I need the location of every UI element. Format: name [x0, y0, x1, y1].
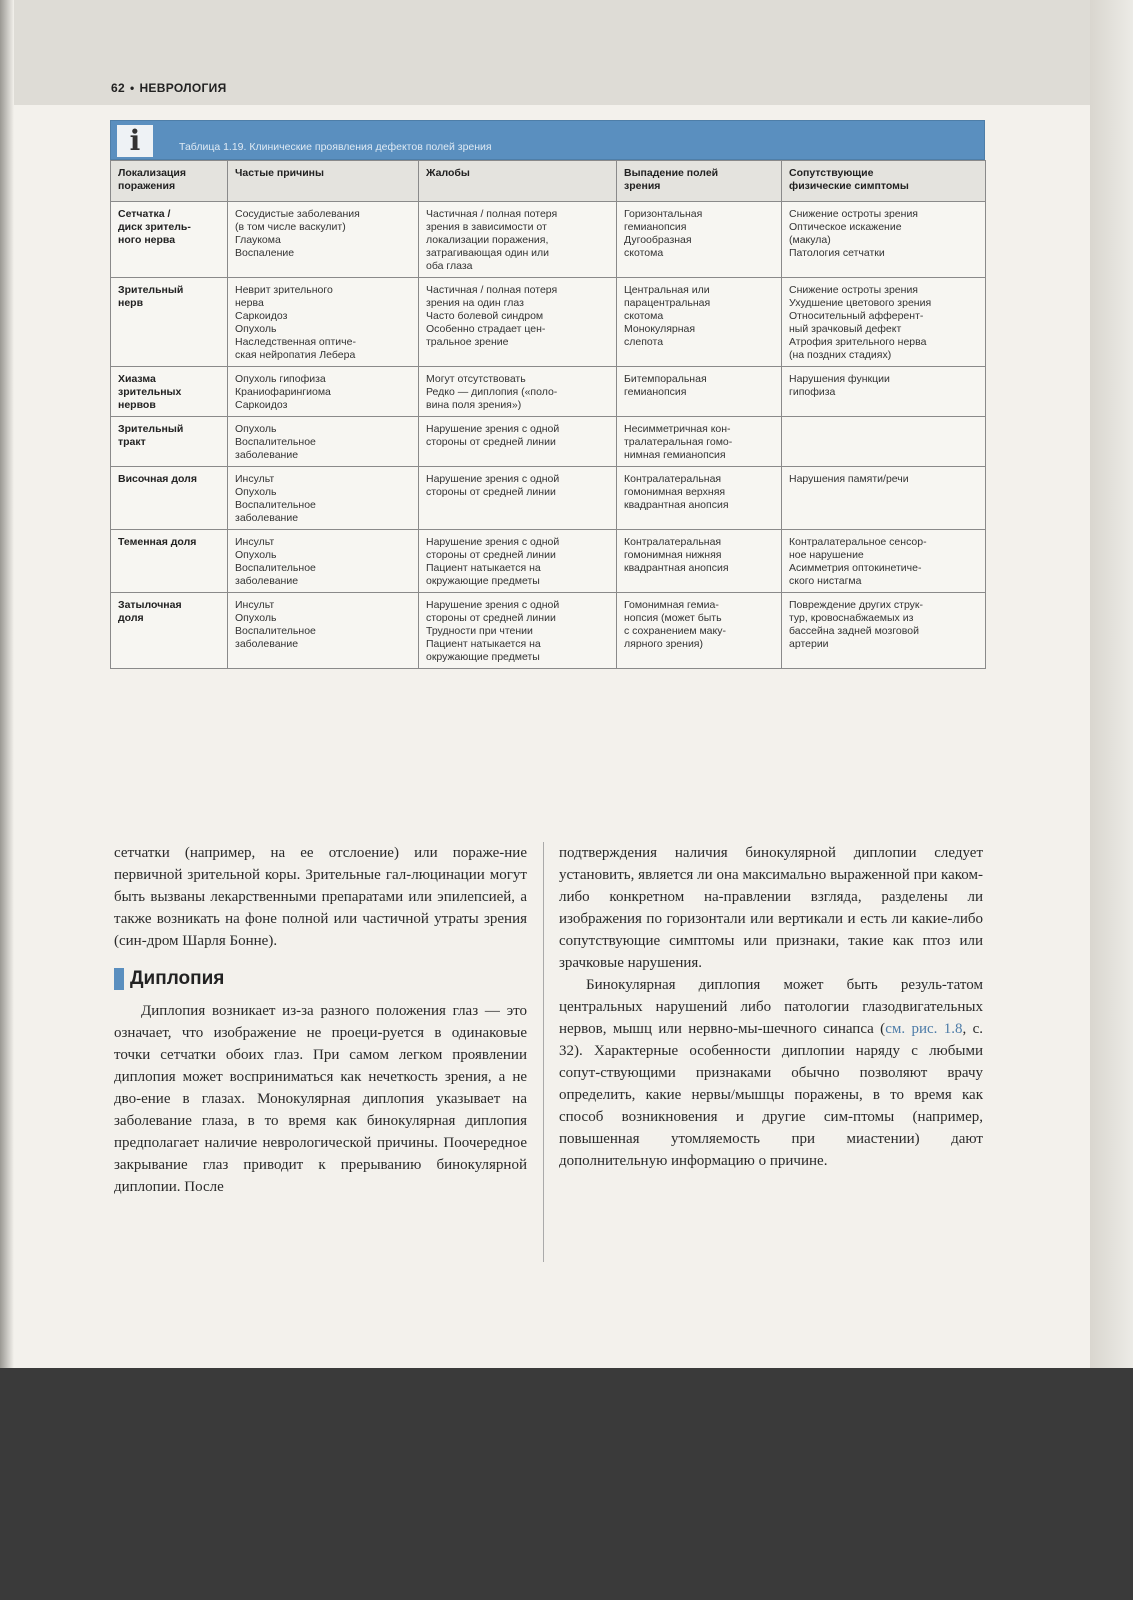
figure-reference-link[interactable]: см. рис. 1.8: [885, 1021, 963, 1037]
cell-line: стороны от средней линии: [426, 486, 556, 498]
cell-line: бассейна задней мозговой: [789, 625, 919, 637]
cell-complaints: [419, 530, 617, 593]
left-paragraph-2: Диплопия возникает из-за разного положения глаз — это означает, что изображение не проеци-руется в одинаковые точки сетчатки обоих глаз. При самом легком проявлении диплопия может восприниматься как нечеткость зрения, а не дво-ение в глазах. Монокулярная диплопия указывает на заболевание глаза, в то время как бинокулярная диплопия предполагает наличие неврологической причины. Поочередное закрывание глаз приводит к прерыванию бинокулярной диплопии. После: [114, 1003, 527, 1195]
table-body: [111, 202, 986, 669]
cell-line: Воспалительное: [235, 499, 316, 511]
cell-line: Глаукома: [235, 234, 281, 246]
cell-line: гемианопсия: [624, 221, 687, 233]
cell-line: Зрительный: [118, 423, 184, 435]
cell-symptoms: [782, 530, 986, 593]
table-row: [111, 417, 986, 467]
cell-line: Височная доля: [118, 473, 197, 485]
column-header-line: поражения: [118, 180, 176, 192]
section-title: Диплопия: [130, 968, 225, 989]
right-paragraph-2-part-b: , с. 32). Характерные особенности диплопии наряду с любыми сопут-ствующими признаками обычно позволяют врачу определить, какие нервы/мышцы поражены, в то время как способ возникновения и другие сим-птомы (например, повышенная утомляемость при миастении) дают дополнительную информацию о причине.: [559, 1021, 983, 1169]
cell-line: нопсия (может быть: [624, 612, 722, 624]
cell-causes: [228, 467, 419, 530]
column-header-line: физические симптомы: [789, 180, 909, 192]
cell-line: нерва: [235, 297, 264, 309]
table-header-row: [111, 161, 986, 202]
cell-line: Относительный афферент-: [789, 310, 924, 322]
cell-complaints: [419, 367, 617, 417]
cell-line: заболевание: [235, 575, 299, 587]
cell-complaints: [419, 467, 617, 530]
cell-line: Опухоль: [235, 423, 277, 435]
cell-location: [111, 278, 228, 367]
cell-line: Наследственная оптиче-: [235, 336, 356, 348]
cell-line: артерии: [789, 638, 829, 650]
cell-line: (макула): [789, 234, 831, 246]
cell-line: окружающие предметы: [426, 651, 540, 663]
cell-line: стороны от средней линии: [426, 549, 556, 561]
cell-line: ская нейропатия Лебера: [235, 349, 356, 361]
section-marker: [114, 968, 124, 990]
cell-line: (в том числе васкулит): [235, 221, 346, 233]
page-right-edge: [1090, 0, 1133, 1368]
cell-causes: [228, 202, 419, 278]
cell-line: Несимметричная кон-: [624, 423, 731, 435]
cell-symptoms: [782, 367, 986, 417]
cell-line: Монокулярная: [624, 323, 696, 335]
cell-line: Повреждение других струк-: [789, 599, 924, 611]
right-paragraph-1: подтверждения наличия бинокулярной диплопии следует установить, является ли она максимально выраженной при каком-либо конкретном на-правлении взгляда, разделены ли изображения по горизонтали или вертикали и есть ли какие-либо сопутствующие симптомы или признаки, такие как птоз или зрачковые нарушения.: [559, 845, 983, 971]
cell-line: Контралатеральная: [624, 473, 722, 485]
page-fold-shadow: [0, 0, 14, 1368]
table-caption-bar: [110, 120, 985, 160]
cell-line: Пациент натыкается на: [426, 562, 541, 574]
cell-line: Нарушение зрения с одной: [426, 536, 560, 548]
info-icon: i: [117, 125, 153, 157]
cell-line: тральное зрение: [426, 336, 509, 348]
cell-line: Гомонимная гемиа-: [624, 599, 719, 611]
cell-complaints: [419, 593, 617, 669]
cell-complaints: [419, 202, 617, 278]
cell-line: локализации поражения,: [426, 234, 549, 246]
cell-line: парацентральная: [624, 297, 711, 309]
section-name: НЕВРОЛОГИЯ: [139, 81, 227, 95]
cell-causes: [228, 593, 419, 669]
table-row: [111, 202, 986, 278]
cell-line: Часто болевой синдром: [426, 310, 544, 322]
cell-line: Нарушения памяти/речи: [789, 473, 909, 485]
cell-location: [111, 202, 228, 278]
cell-line: тур, кровоснабжаемых из: [789, 612, 914, 624]
cell-line: гомонимная нижняя: [624, 549, 722, 561]
column-header-line: Жалобы: [426, 167, 470, 179]
cell-line: слепота: [624, 336, 664, 348]
cell-line: Центральная или: [624, 284, 710, 296]
cell-location: [111, 467, 228, 530]
cell-line: Могут отсутствовать: [426, 373, 526, 385]
cell-line: скотома: [624, 247, 664, 259]
cell-line: зрения на один глаз: [426, 297, 524, 309]
cell-line: Краниофарингиома: [235, 386, 331, 398]
table-row: [111, 593, 986, 669]
page-number: 62: [111, 81, 125, 95]
cell-complaints: [419, 278, 617, 367]
cell-line: заболевание: [235, 449, 299, 461]
cell-line: нерв: [118, 297, 144, 309]
cell-line: зрения в зависимости от: [426, 221, 547, 233]
cell-line: заболевание: [235, 512, 299, 524]
cell-line: Опухоль: [235, 612, 277, 624]
cell-line: гипофиза: [789, 386, 836, 398]
cell-location: [111, 417, 228, 467]
table-row: [111, 278, 986, 367]
table-row: [111, 467, 986, 530]
cell-line: квадрантная анопсия: [624, 499, 729, 511]
column-header-line: Локализация: [118, 167, 186, 179]
section-heading: [114, 968, 527, 990]
cell-symptoms: [782, 202, 986, 278]
cell-field-loss: [617, 417, 782, 467]
cell-location: [111, 530, 228, 593]
cell-line: гомонимная верхняя: [624, 486, 726, 498]
cell-line: нервов: [118, 399, 156, 411]
cell-line: тракт: [118, 436, 146, 448]
cell-line: Снижение остроты зрения: [789, 284, 918, 296]
cell-line: Частичная / полная потеря: [426, 208, 558, 220]
cell-line: доля: [118, 612, 144, 624]
cell-line: Сетчатка /: [118, 208, 171, 220]
cell-line: Асимметрия оптокинетиче-: [789, 562, 922, 574]
cell-field-loss: [617, 467, 782, 530]
cell-line: Горизонтальная: [624, 208, 703, 220]
cell-line: Нарушения функции: [789, 373, 890, 385]
cell-line: Затылочная: [118, 599, 182, 611]
column-header-line: Сопутствующие: [789, 167, 874, 179]
cell-line: Нарушение зрения с одной: [426, 423, 560, 435]
cell-line: Опухоль: [235, 323, 277, 335]
cell-line: Теменная доля: [118, 536, 197, 548]
cell-line: Нарушение зрения с одной: [426, 599, 560, 611]
column-header-line: Выпадение полей: [624, 167, 719, 179]
cell-line: Воспалительное: [235, 625, 316, 637]
table-row: [111, 367, 986, 417]
cell-line: скотома: [624, 310, 664, 322]
column-divider: [543, 842, 544, 1262]
column-header-3: [617, 161, 782, 202]
cell-line: Нарушение зрения с одной: [426, 473, 560, 485]
cell-line: гемианопсия: [624, 386, 687, 398]
cell-line: Контралатеральное сенсор-: [789, 536, 927, 548]
cell-line: Патология сетчатки: [789, 247, 885, 259]
column-header-line: Частые причины: [235, 167, 324, 179]
cell-line: Редко — диплопия («поло-: [426, 386, 558, 398]
cell-field-loss: [617, 530, 782, 593]
cell-line: Неврит зрительного: [235, 284, 333, 296]
cell-causes: [228, 417, 419, 467]
header-separator: •: [129, 81, 135, 95]
cell-line: Ухудшение цветового зрения: [789, 297, 932, 309]
cell-line: Саркоидоз: [235, 310, 288, 322]
cell-line: Снижение остроты зрения: [789, 208, 918, 220]
column-header-line: зрения: [624, 180, 661, 192]
cell-line: ского нистагма: [789, 575, 862, 587]
cell-line: Зрительный: [118, 284, 184, 296]
cell-line: Саркоидоз: [235, 399, 288, 411]
cell-field-loss: [617, 278, 782, 367]
running-header: [111, 81, 227, 95]
column-header-0: [111, 161, 228, 202]
cell-line: окружающие предметы: [426, 575, 540, 587]
cell-field-loss: [617, 593, 782, 669]
cell-line: оба глаза: [426, 260, 473, 272]
cell-line: зрительных: [118, 386, 182, 398]
cell-causes: [228, 530, 419, 593]
cell-line: Инсульт: [235, 536, 275, 548]
visual-field-defects-table: [110, 160, 986, 669]
cell-line: Оптическое искажение: [789, 221, 902, 233]
cell-line: Особенно страдает цен-: [426, 323, 546, 335]
cell-line: Опухоль: [235, 486, 277, 498]
cell-line: Воспаление: [235, 247, 295, 259]
cell-line: тралатеральная гомо-: [624, 436, 733, 448]
cell-line: с сохранением маку-: [624, 625, 726, 637]
column-header-4: [782, 161, 986, 202]
column-header-2: [419, 161, 617, 202]
right-paragraph-2: [559, 974, 983, 1172]
cell-line: ный зрачковый дефект: [789, 323, 902, 335]
cell-line: Контралатеральная: [624, 536, 722, 548]
cell-line: ное нарушение: [789, 549, 864, 561]
cell-complaints: [419, 417, 617, 467]
table-row: [111, 530, 986, 593]
cell-line: затрагивающая один или: [426, 247, 550, 259]
cell-line: диск зритель-: [118, 221, 191, 233]
cell-line: Опухоль гипофиза: [235, 373, 326, 385]
cell-symptoms: [782, 278, 986, 367]
cell-field-loss: [617, 367, 782, 417]
left-column: [114, 842, 527, 1198]
cell-line: вина поля зрения»): [426, 399, 522, 411]
cell-symptoms: [782, 593, 986, 669]
cell-line: Дугообразная: [624, 234, 692, 246]
table-caption: Таблица 1.19. Клинические проявления дефектов полей зрения: [179, 141, 492, 153]
cell-line: Битемпоральная: [624, 373, 707, 385]
column-header-1: [228, 161, 419, 202]
cell-line: квадрантная анопсия: [624, 562, 729, 574]
cell-line: Частичная / полная потеря: [426, 284, 558, 296]
cell-field-loss: [617, 202, 782, 278]
left-paragraph-1: сетчатки (например, на ее отслоение) или пораже-ние первичной зрительной коры. Зрительные гал-люцинации могут быть вызваны лекарственными препаратами или эпилепсией, а также возникать на фоне полной или частичной утраты зрения (син-дром Шарля Бонне).: [114, 845, 527, 949]
cell-symptoms: [782, 467, 986, 530]
cell-line: ного нерва: [118, 234, 176, 246]
cell-line: стороны от средней линии: [426, 612, 556, 624]
cell-location: [111, 593, 228, 669]
cell-line: (на поздних стадиях): [789, 349, 892, 361]
cell-line: Сосудистые заболевания: [235, 208, 360, 220]
cell-line: Хиазма: [118, 373, 156, 385]
cell-line: Воспалительное: [235, 436, 316, 448]
cell-line: Трудности при чтении: [426, 625, 533, 637]
cell-location: [111, 367, 228, 417]
right-column: [559, 842, 983, 1172]
cell-line: нимная гемианопсия: [624, 449, 726, 461]
cell-line: заболевание: [235, 638, 299, 650]
right-paragraph-2-part-a: Бинокулярная диплопия может быть резуль-татом центральных нарушений либо патологии глазодвигательных нервов, мышц или нервно-мы-шечного синапса (: [559, 977, 983, 1037]
cell-symptoms: [782, 417, 986, 467]
cell-line: Инсульт: [235, 599, 275, 611]
cell-line: Воспалительное: [235, 562, 316, 574]
cell-line: Опухоль: [235, 549, 277, 561]
table-container: [110, 120, 985, 669]
cell-line: лярного зрения): [624, 638, 703, 650]
cell-line: Пациент натыкается на: [426, 638, 541, 650]
cell-causes: [228, 367, 419, 417]
cell-line: Атрофия зрительного нерва: [789, 336, 927, 348]
cell-causes: [228, 278, 419, 367]
cell-line: стороны от средней линии: [426, 436, 556, 448]
cell-line: Инсульт: [235, 473, 275, 485]
